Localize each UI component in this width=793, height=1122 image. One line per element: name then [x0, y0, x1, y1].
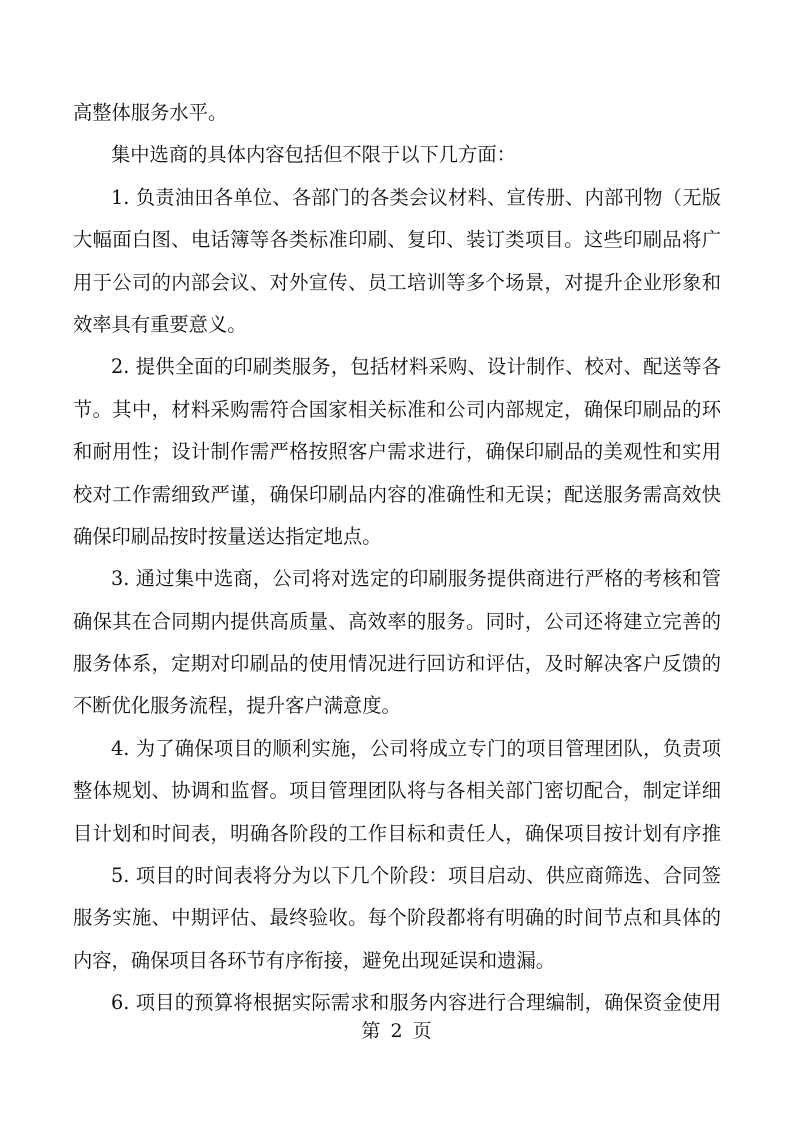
page-number: 第 2 页 — [361, 1020, 432, 1042]
text-line: 5. 项目的时间表将分为以下几个阶段：项目启动、供应商筛选、合同签 — [111, 864, 721, 888]
paragraph-item-2 — [73, 346, 721, 558]
text-line: 1. 负责油田各单位、各部门的各类会议材料、宣传册、内部刊物（无版 — [111, 185, 721, 209]
text-line: 节。其中，材料采购需符合国家相关标准和公司内部规定，确保印刷品的环 — [73, 397, 721, 421]
paragraph-item-1 — [73, 177, 721, 347]
text-line: 效率具有重要意义。 — [73, 312, 247, 336]
text-line: 目计划和时间表，明确各阶段的工作目标和责任人，确保项目按计划有序推 — [73, 821, 721, 845]
document-body — [73, 92, 721, 1025]
text-line: 高整体服务水平。 — [73, 101, 228, 124]
text-line: 2. 提供全面的印刷类服务，包括材料采购、设计制作、校对、配送等各 — [111, 355, 721, 379]
paragraph-item-5 — [73, 855, 721, 982]
text-line: 内容，确保项目各环节有序衔接，避免出现延误和遗漏。 — [73, 948, 556, 972]
text-line: 服务实施、中期评估、最终验收。每个阶段都将有明确的时间节点和具体的 — [73, 906, 721, 930]
paragraph-item-4 — [73, 728, 721, 855]
text-line: 确保其在合同期内提供高质量、高效率的服务。同时，公司还将建立完善的 — [73, 609, 721, 633]
text-line: 4. 为了确保项目的顺利实施，公司将成立专门的项目管理团队，负责项 — [111, 736, 721, 760]
text-line: 整体规划、协调和监督。项目管理团队将与各相关部门密切配合，制定详细 — [73, 779, 721, 803]
text-line: 服务体系，定期对印刷品的使用情况进行回访和评估，及时解决客户反馈的 — [73, 652, 721, 676]
text-line: 集中选商的具体内容包括但不限于以下几方面： — [111, 143, 516, 167]
text-line: 用于公司的内部会议、对外宣传、员工培训等多个场景，对提升企业形象和 — [73, 270, 721, 294]
text-line: 校对工作需细致严谨，确保印刷品内容的准确性和无误；配送服务需高效快 — [73, 482, 721, 506]
paragraph-continuation — [73, 92, 721, 134]
text-line: 3. 通过集中选商，公司将对选定的印刷服务提供商进行严格的考核和管 — [111, 567, 721, 591]
text-line: 大幅面白图、电话簿等各类标准印刷、复印、装订类项目。这些印刷品将广 — [73, 228, 721, 252]
text-line: 6. 项目的预算将根据实际需求和服务内容进行合理编制，确保资金使用 — [111, 991, 721, 1015]
paragraph-intro — [73, 134, 721, 176]
paragraph-item-3 — [73, 558, 721, 728]
text-line: 不断优化服务流程，提升客户满意度。 — [73, 694, 401, 718]
text-line: 和耐用性；设计制作需严格按照客户需求进行，确保印刷品的美观性和实用 — [73, 440, 721, 464]
text-line: 确保印刷品按时按量送达指定地点。 — [73, 524, 382, 548]
